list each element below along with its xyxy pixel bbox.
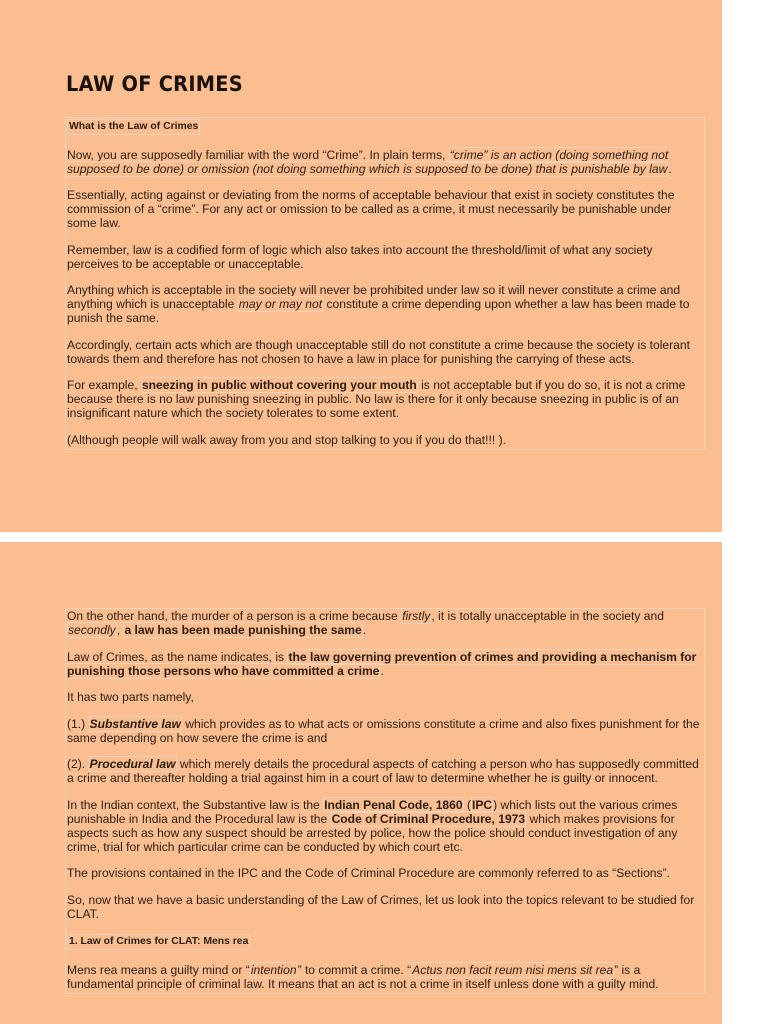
- paragraph: Accordingly, certain acts which are though unacceptable still do not constitute a crime because the society is tolerant towards them and therefore has not chosen to have a law in place for punishing the carrying of these acts.: [67, 337, 690, 366]
- paragraph: (2). Procedural law which merely details the procedural aspects of catching a person who has supposedly committed a crime and thereafter holding a trial against him in a court of law to determine whether he is guilty or innocent.: [67, 757, 699, 785]
- highlighted-text: IPC: [472, 797, 493, 812]
- highlighted-text: intention: [250, 962, 297, 977]
- page-title: LAW OF CRIMES: [66, 72, 243, 96]
- paragraph: Anything which is acceptable in the society will never be prohibited under law so it will never constitute a crime and anything which is unacceptable may or may not constitute a crime depending upon whether a law has been made to punish the same.: [67, 283, 690, 325]
- highlighted-text: firstly: [402, 609, 431, 623]
- paragraph: On the other hand, the murder of a person is a crime because firstly, it is totally unacceptable in the society and secondly, a law has been made punishing the same.: [67, 609, 664, 637]
- paragraph: (1.) Substantive law which provides as to what acts or omissions constitute a crime and also fixes punishment for the same depending on how severe the crime is and: [67, 716, 700, 745]
- document-page-1: [0, 0, 722, 532]
- content-block: [65, 608, 705, 994]
- paragraph: It has two parts namely,: [67, 690, 194, 704]
- highlighted-text: may or may not: [238, 297, 323, 311]
- paragraph: Law of Crimes, as the name indicates, is the law governing prevention of crimes and providing a mechanism for punishing those persons who have committed a crime.: [67, 649, 697, 678]
- paragraph: Remember, law is a codified form of logic which also takes into account the threshold/limit of what any society perceives to be acceptable or unacceptable.: [67, 242, 653, 271]
- section-heading: 1. Law of Crimes for CLAT: Mens rea: [67, 934, 250, 950]
- highlighted-text: the law governing prevention of crimes and providing a mechanism for punishing those persons who have committed a crime: [67, 649, 697, 678]
- highlighted-text: Code of Criminal Procedure, 1973: [331, 811, 526, 826]
- highlighted-text: a law has been made punishing the same: [124, 623, 362, 637]
- highlighted-text: sneezing in public without covering your mouth: [141, 378, 417, 392]
- highlighted-text: Procedural law: [89, 757, 176, 771]
- paragraph: Mens rea means a guilty mind or “intention” to commit a crime. “Actus non facit reum nisi mens sit rea” is a fundamental principle of criminal law. It means that an act is not a crime in itself unless done with a guilty mind.: [67, 962, 659, 991]
- content-block: [65, 117, 705, 450]
- paragraph: Now, you are supposedly familiar with the word “Crime”. In plain terms, “crime” is an action (doing something not supposed to be done) or omission (not doing something which is supposed to be done) that is punishable by law.: [67, 147, 672, 176]
- highlighted-text: secondly: [68, 623, 116, 637]
- highlighted-text: Actus non facit reum nisi mens sit rea: [412, 962, 614, 977]
- highlighted-text: Indian Penal Code, 1860: [324, 797, 463, 812]
- highlighted-text: Substantive law: [89, 716, 181, 731]
- paragraph: (Although people will walk away from you and stop talking to you if you do that!!! ).: [67, 432, 506, 447]
- paragraph: For example, sneezing in public without covering your mouth is not acceptable but if you do so, it is not a crime because there is no law punishing sneezing in public. No law is there for it only because sneezing in public is of an insignificant nature which the society tolerates to some extent.: [67, 378, 686, 420]
- highlighted-text: “crime” is an action (doing something not supposed to be done) or omission (not doing something which is supposed to be done) that is punishable by law: [67, 147, 669, 176]
- paragraph: So, now that we have a basic understanding of the Law of Crimes, let us look into the topics relevant to be studied for CLAT.: [67, 892, 695, 921]
- document-page-2: [0, 542, 722, 1024]
- paragraph: The provisions contained in the IPC and the Code of Criminal Procedure are commonly referred to as “Sections”.: [67, 866, 670, 880]
- section-heading: What is the Law of Crimes: [67, 119, 200, 135]
- paragraph: Essentially, acting against or deviating from the norms of acceptable behaviour that exist in society constitutes the commission of a “crime”. For any act or omission to be called as a crime, it must necessarily be punishable under some law.: [67, 188, 675, 230]
- paragraph: In the Indian context, the Substantive law is the Indian Penal Code, 1860 (IPC) which lists out the various crimes punishable in India and the Procedural law is the Code of Criminal Procedure, 1973 which makes provisions for aspects such as how any suspect should be arrested by police, how the police should conduct investigation of any crime, trial for which particular crime can be conducted by which court etc.: [67, 797, 678, 854]
